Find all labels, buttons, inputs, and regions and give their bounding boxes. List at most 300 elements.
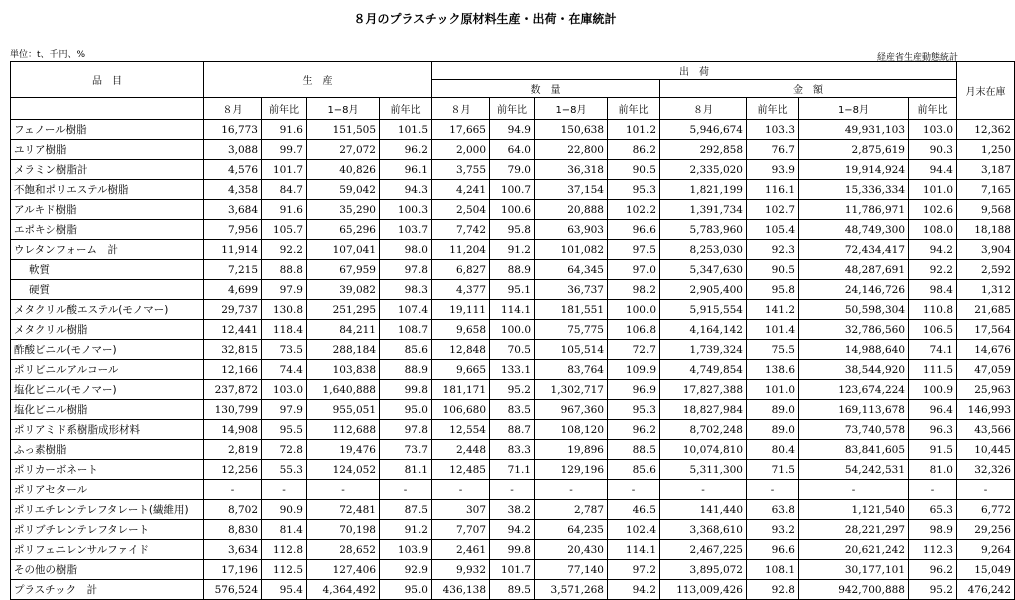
- subheader-cell: 1−8月: [799, 98, 909, 120]
- row-value: 94.9: [490, 120, 535, 140]
- row-value: 955,051: [307, 400, 380, 420]
- row-value: 15,049: [957, 560, 1015, 580]
- row-value: 101.5: [380, 120, 432, 140]
- row-value: 96.6: [747, 540, 799, 560]
- row-value: 2,592: [957, 260, 1015, 280]
- row-value: 129,196: [535, 460, 608, 480]
- row-value: 17,196: [204, 560, 262, 580]
- row-value: 101.7: [262, 160, 307, 180]
- row-value: 30,177,101: [799, 560, 909, 580]
- row-value: 7,165: [957, 180, 1015, 200]
- header-quantity: 数 量: [432, 80, 660, 98]
- row-value: 1,121,540: [799, 500, 909, 520]
- row-value: 4,358: [204, 180, 262, 200]
- row-value: 4,364,492: [307, 580, 380, 600]
- row-value: 7,707: [432, 520, 490, 540]
- row-value: 103,838: [307, 360, 380, 380]
- row-value: 102.7: [747, 200, 799, 220]
- table-row: [11, 320, 1015, 340]
- row-value: 55.3: [262, 460, 307, 480]
- row-value: 99.8: [380, 380, 432, 400]
- table-row: [11, 580, 1015, 600]
- row-value: 94.2: [608, 580, 660, 600]
- row-value: 20,430: [535, 540, 608, 560]
- row-value: 71.1: [490, 460, 535, 480]
- row-value: 98.9: [909, 520, 957, 540]
- row-value: 8,702,248: [660, 420, 747, 440]
- row-value: 96.2: [380, 140, 432, 160]
- row-value: 72.8: [262, 440, 307, 460]
- row-value: 70,198: [307, 520, 380, 540]
- row-value: 3,755: [432, 160, 490, 180]
- subheader-cell: 1−8月: [307, 98, 380, 120]
- row-value: 108.7: [380, 320, 432, 340]
- row-value: 118.4: [262, 320, 307, 340]
- row-value: 109.9: [608, 360, 660, 380]
- row-value: -: [432, 480, 490, 500]
- row-value: 94.4: [909, 160, 957, 180]
- row-value: 70.5: [490, 340, 535, 360]
- row-value: 90.5: [608, 160, 660, 180]
- row-value: 114.1: [608, 540, 660, 560]
- row-value: 17,827,388: [660, 380, 747, 400]
- row-value: 91.2: [490, 240, 535, 260]
- row-value: 103.0: [262, 380, 307, 400]
- row-name: 酢酸ビニル(モノマー): [11, 340, 204, 360]
- row-value: 94.2: [490, 520, 535, 540]
- row-value: -: [957, 480, 1015, 500]
- table-row: [11, 440, 1015, 460]
- row-value: 2,875,619: [799, 140, 909, 160]
- row-value: 71.5: [747, 460, 799, 480]
- row-value: 90.5: [747, 260, 799, 280]
- row-value: 87.5: [380, 500, 432, 520]
- row-value: 95.2: [909, 580, 957, 600]
- row-value: 16,773: [204, 120, 262, 140]
- row-value: 1,739,324: [660, 340, 747, 360]
- row-value: 3,187: [957, 160, 1015, 180]
- row-value: 97.0: [608, 260, 660, 280]
- row-value: -: [204, 480, 262, 500]
- row-value: -: [608, 480, 660, 500]
- row-value: 96.1: [380, 160, 432, 180]
- row-value: 3,895,072: [660, 560, 747, 580]
- row-value: 2,905,400: [660, 280, 747, 300]
- row-value: 85.6: [608, 460, 660, 480]
- row-value: 11,786,971: [799, 200, 909, 220]
- row-value: 100.3: [380, 200, 432, 220]
- row-name: フェノール樹脂: [11, 120, 204, 140]
- row-value: 97.8: [380, 420, 432, 440]
- row-value: 8,830: [204, 520, 262, 540]
- row-value: 292,858: [660, 140, 747, 160]
- row-name: ポリフェニレンサルファイド: [11, 540, 204, 560]
- table-row: [11, 180, 1015, 200]
- row-value: 81.4: [262, 520, 307, 540]
- row-value: 25,963: [957, 380, 1015, 400]
- row-value: 967,360: [535, 400, 608, 420]
- row-value: 150,638: [535, 120, 608, 140]
- row-value: 90.3: [909, 140, 957, 160]
- row-value: 64,345: [535, 260, 608, 280]
- row-value: 98.0: [380, 240, 432, 260]
- row-value: 576,524: [204, 580, 262, 600]
- row-name: エポキシ樹脂: [11, 220, 204, 240]
- row-value: 105,514: [535, 340, 608, 360]
- row-value: 106,680: [432, 400, 490, 420]
- header-amount: 金 額: [660, 80, 957, 98]
- row-value: 22,800: [535, 140, 608, 160]
- row-value: 8,702: [204, 500, 262, 520]
- row-value: 19,111: [432, 300, 490, 320]
- row-value: 112.8: [262, 540, 307, 560]
- row-name: アルキド樹脂: [11, 200, 204, 220]
- row-value: 3,571,268: [535, 580, 608, 600]
- row-value: 83.5: [490, 400, 535, 420]
- row-value: 130.8: [262, 300, 307, 320]
- row-value: 75,775: [535, 320, 608, 340]
- row-value: 111.5: [909, 360, 957, 380]
- row-value: 92.2: [909, 260, 957, 280]
- row-value: 67,959: [307, 260, 380, 280]
- row-name: ポリカーボネート: [11, 460, 204, 480]
- row-value: 38.2: [490, 500, 535, 520]
- row-value: 97.5: [608, 240, 660, 260]
- row-value: 6,772: [957, 500, 1015, 520]
- row-value: 95.8: [490, 220, 535, 240]
- table-row: [11, 140, 1015, 160]
- row-value: 91.6: [262, 200, 307, 220]
- row-value: -: [909, 480, 957, 500]
- row-value: 85.6: [380, 340, 432, 360]
- row-value: -: [490, 480, 535, 500]
- row-value: 18,188: [957, 220, 1015, 240]
- row-value: 19,914,924: [799, 160, 909, 180]
- row-value: 73,740,578: [799, 420, 909, 440]
- row-value: 81.1: [380, 460, 432, 480]
- row-value: 14,676: [957, 340, 1015, 360]
- unit-note: 単位：t、千円、%: [10, 50, 86, 60]
- row-value: 7,215: [204, 260, 262, 280]
- row-value: 4,241: [432, 180, 490, 200]
- row-name: ウレタンフォーム 計: [11, 240, 204, 260]
- row-value: 181,171: [432, 380, 490, 400]
- row-value: 75.5: [747, 340, 799, 360]
- row-value: 86.2: [608, 140, 660, 160]
- row-value: 237,872: [204, 380, 262, 400]
- row-value: 28,652: [307, 540, 380, 560]
- subheader-cell: 前年比: [380, 98, 432, 120]
- row-value: 4,377: [432, 280, 490, 300]
- subheader-cell: 前年比: [909, 98, 957, 120]
- row-value: 1,640,888: [307, 380, 380, 400]
- row-name: ポリビニルアルコール: [11, 360, 204, 380]
- row-value: 100.0: [608, 300, 660, 320]
- row-value: 98.4: [909, 280, 957, 300]
- row-value: 2,448: [432, 440, 490, 460]
- row-value: 99.7: [262, 140, 307, 160]
- table-row: [11, 380, 1015, 400]
- row-value: 116.1: [747, 180, 799, 200]
- row-value: 49,931,103: [799, 120, 909, 140]
- row-value: 73.5: [262, 340, 307, 360]
- row-value: 19,896: [535, 440, 608, 460]
- row-value: 12,441: [204, 320, 262, 340]
- row-value: 84.7: [262, 180, 307, 200]
- row-value: 94.2: [909, 240, 957, 260]
- row-value: 114.1: [490, 300, 535, 320]
- row-value: 24,146,726: [799, 280, 909, 300]
- row-value: 123,674,224: [799, 380, 909, 400]
- subheader-cell: ８月: [432, 98, 490, 120]
- row-value: 99.8: [490, 540, 535, 560]
- table-row: [11, 480, 1015, 500]
- row-value: 96.9: [608, 380, 660, 400]
- row-name: ふっ素樹脂: [11, 440, 204, 460]
- row-value: 88.9: [380, 360, 432, 380]
- row-value: 4,164,142: [660, 320, 747, 340]
- row-name: 塩化ビニル樹脂: [11, 400, 204, 420]
- row-value: 105.7: [262, 220, 307, 240]
- row-value: 72,481: [307, 500, 380, 520]
- row-value: 102.6: [909, 200, 957, 220]
- row-value: 124,052: [307, 460, 380, 480]
- row-value: 9,658: [432, 320, 490, 340]
- table-row: [11, 540, 1015, 560]
- row-value: 2,467,225: [660, 540, 747, 560]
- row-value: 88.8: [262, 260, 307, 280]
- row-value: 2,000: [432, 140, 490, 160]
- row-value: 3,684: [204, 200, 262, 220]
- row-value: 1,821,199: [660, 180, 747, 200]
- table-row: [11, 400, 1015, 420]
- row-value: 107.4: [380, 300, 432, 320]
- page-title: ８月のプラスチック原材料生産・出荷・在庫統計: [353, 12, 617, 26]
- row-value: 3,904: [957, 240, 1015, 260]
- row-value: 98.3: [380, 280, 432, 300]
- row-value: 7,956: [204, 220, 262, 240]
- row-value: 12,485: [432, 460, 490, 480]
- row-value: 3,368,610: [660, 520, 747, 540]
- table-row: [11, 560, 1015, 580]
- row-value: 79.0: [490, 160, 535, 180]
- row-value: 32,326: [957, 460, 1015, 480]
- row-name: ポリエチレンテレフタレート(繊維用): [11, 500, 204, 520]
- row-value: 43,566: [957, 420, 1015, 440]
- row-value: 65,296: [307, 220, 380, 240]
- row-value: 95.3: [608, 400, 660, 420]
- row-name: メラミン樹脂計: [11, 160, 204, 180]
- row-value: 4,699: [204, 280, 262, 300]
- row-value: 92.9: [380, 560, 432, 580]
- row-value: 5,783,960: [660, 220, 747, 240]
- row-value: 96.3: [909, 420, 957, 440]
- row-value: 110.8: [909, 300, 957, 320]
- row-value: 101,082: [535, 240, 608, 260]
- table-row: [11, 120, 1015, 140]
- row-value: 63.8: [747, 500, 799, 520]
- table-row: [11, 360, 1015, 380]
- row-value: 50,598,304: [799, 300, 909, 320]
- row-value: 5,946,674: [660, 120, 747, 140]
- row-value: 10,445: [957, 440, 1015, 460]
- row-name: ポリブチレンテレフタレート: [11, 520, 204, 540]
- row-value: 36,318: [535, 160, 608, 180]
- row-name: メタクリル樹脂: [11, 320, 204, 340]
- row-value: 48,749,300: [799, 220, 909, 240]
- row-value: 20,888: [535, 200, 608, 220]
- row-value: 101.2: [608, 120, 660, 140]
- row-value: 29,737: [204, 300, 262, 320]
- row-value: 112.5: [262, 560, 307, 580]
- row-value: 2,504: [432, 200, 490, 220]
- row-value: 11,204: [432, 240, 490, 260]
- row-value: 181,551: [535, 300, 608, 320]
- row-value: 2,335,020: [660, 160, 747, 180]
- row-value: 36,737: [535, 280, 608, 300]
- row-value: 76.7: [747, 140, 799, 160]
- row-value: 103.0: [909, 120, 957, 140]
- row-value: 88.9: [490, 260, 535, 280]
- row-value: 100.9: [909, 380, 957, 400]
- row-value: 39,082: [307, 280, 380, 300]
- row-value: 63,903: [535, 220, 608, 240]
- row-value: 103.3: [747, 120, 799, 140]
- row-value: 15,336,334: [799, 180, 909, 200]
- row-value: 942,700,888: [799, 580, 909, 600]
- row-value: 72.7: [608, 340, 660, 360]
- row-value: 8,253,030: [660, 240, 747, 260]
- row-value: 127,406: [307, 560, 380, 580]
- subheader-cell: 前年比: [490, 98, 535, 120]
- row-value: 32,815: [204, 340, 262, 360]
- row-value: 91.5: [909, 440, 957, 460]
- row-value: 89.5: [490, 580, 535, 600]
- row-value: 95.0: [380, 400, 432, 420]
- row-value: 95.1: [490, 280, 535, 300]
- table-row: [11, 500, 1015, 520]
- row-value: 88.7: [490, 420, 535, 440]
- row-value: 97.8: [380, 260, 432, 280]
- row-value: 112,688: [307, 420, 380, 440]
- row-value: 12,166: [204, 360, 262, 380]
- row-value: 5,311,300: [660, 460, 747, 480]
- header-shipment: 出 荷: [432, 62, 957, 80]
- row-value: 80.4: [747, 440, 799, 460]
- row-value: 2,461: [432, 540, 490, 560]
- row-value: 46.5: [608, 500, 660, 520]
- row-value: 97.9: [262, 400, 307, 420]
- row-value: 92.3: [747, 240, 799, 260]
- row-value: 14,988,640: [799, 340, 909, 360]
- row-value: 21,685: [957, 300, 1015, 320]
- row-value: 72,434,417: [799, 240, 909, 260]
- row-value: -: [380, 480, 432, 500]
- row-value: 307: [432, 500, 490, 520]
- row-value: 12,848: [432, 340, 490, 360]
- row-value: 28,221,297: [799, 520, 909, 540]
- table-row: [11, 220, 1015, 240]
- row-value: 476,242: [957, 580, 1015, 600]
- row-value: -: [747, 480, 799, 500]
- table-row: [11, 200, 1015, 220]
- row-value: 95.8: [747, 280, 799, 300]
- row-value: -: [535, 480, 608, 500]
- row-value: 14,908: [204, 420, 262, 440]
- row-value: 12,256: [204, 460, 262, 480]
- row-value: 96.2: [909, 560, 957, 580]
- row-value: 93.9: [747, 160, 799, 180]
- header-production: 生 産: [204, 62, 432, 98]
- table-row: [11, 420, 1015, 440]
- row-value: 101.4: [747, 320, 799, 340]
- row-value: 95.5: [262, 420, 307, 440]
- row-value: 20,621,242: [799, 540, 909, 560]
- row-value: 102.4: [608, 520, 660, 540]
- row-value: 83,841,605: [799, 440, 909, 460]
- row-name: ポリアセタール: [11, 480, 204, 500]
- row-value: 141,440: [660, 500, 747, 520]
- row-value: 100.6: [490, 200, 535, 220]
- row-value: 2,787: [535, 500, 608, 520]
- row-value: 113,009,426: [660, 580, 747, 600]
- row-value: 1,312: [957, 280, 1015, 300]
- row-value: -: [262, 480, 307, 500]
- row-value: 5,347,630: [660, 260, 747, 280]
- row-value: 251,295: [307, 300, 380, 320]
- row-value: 73.7: [380, 440, 432, 460]
- row-value: 112.3: [909, 540, 957, 560]
- row-value: 64,235: [535, 520, 608, 540]
- row-value: 65.3: [909, 500, 957, 520]
- row-value: 1,302,717: [535, 380, 608, 400]
- row-value: 35,290: [307, 200, 380, 220]
- row-value: 4,749,854: [660, 360, 747, 380]
- row-value: 77,140: [535, 560, 608, 580]
- row-value: 64.0: [490, 140, 535, 160]
- row-name: 不飽和ポリエステル樹脂: [11, 180, 204, 200]
- row-name: 塩化ビニル(モノマー): [11, 380, 204, 400]
- row-name: プラスチック 計: [11, 580, 204, 600]
- row-name: その他の樹脂: [11, 560, 204, 580]
- row-value: 106.5: [909, 320, 957, 340]
- row-value: 91.2: [380, 520, 432, 540]
- row-value: 83.3: [490, 440, 535, 460]
- row-value: 92.2: [262, 240, 307, 260]
- table-row: [11, 280, 1015, 300]
- row-value: 91.6: [262, 120, 307, 140]
- row-value: 96.2: [608, 420, 660, 440]
- row-value: 103.7: [380, 220, 432, 240]
- row-value: 101.7: [490, 560, 535, 580]
- row-value: 89.0: [747, 400, 799, 420]
- row-value: 130,799: [204, 400, 262, 420]
- subheader-cell: 前年比: [262, 98, 307, 120]
- row-value: 102.2: [608, 200, 660, 220]
- row-value: 4,576: [204, 160, 262, 180]
- row-value: 169,113,678: [799, 400, 909, 420]
- row-value: 38,544,920: [799, 360, 909, 380]
- row-value: 5,915,554: [660, 300, 747, 320]
- row-value: 47,059: [957, 360, 1015, 380]
- row-value: 101.0: [747, 380, 799, 400]
- row-value: 17,564: [957, 320, 1015, 340]
- row-value: 133.1: [490, 360, 535, 380]
- row-value: -: [799, 480, 909, 500]
- subheader-cell: 1−8月: [535, 98, 608, 120]
- row-value: 90.9: [262, 500, 307, 520]
- statistics-table: [10, 61, 1015, 600]
